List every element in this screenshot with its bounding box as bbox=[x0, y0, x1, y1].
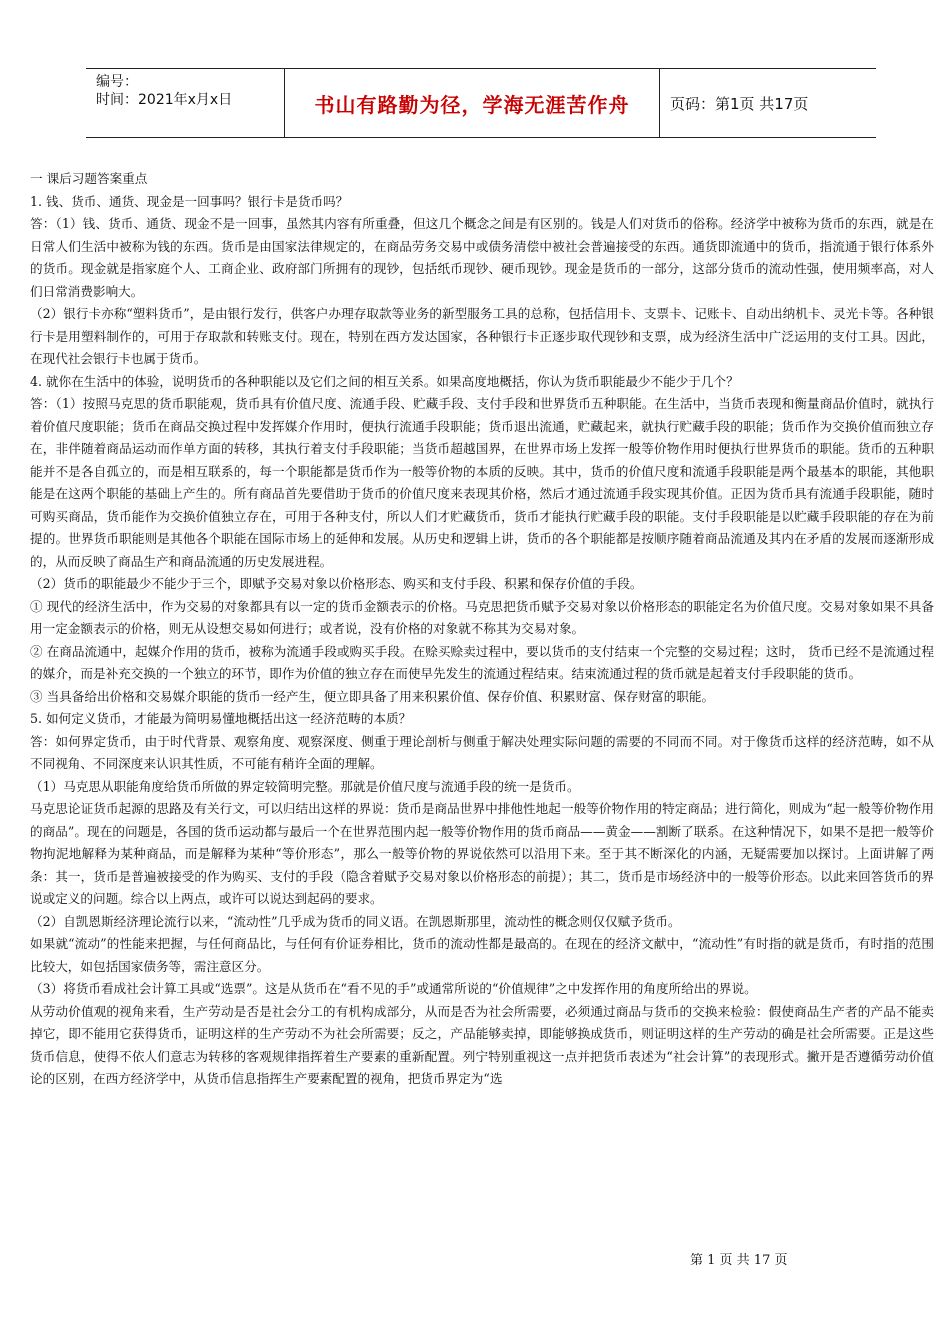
answer-5-part-1: （1）马克思从职能角度给货币所做的界定较简明完整。那就是价值尺度与流通手段的统一是货币。 bbox=[30, 778, 580, 794]
answer-5-part-2: （2）自凯恩斯经济理论流行以来，“流动性”几乎成为货币的同义语。在凯恩斯那里，流动性的概念则仅仅赋予货币。 bbox=[30, 913, 681, 929]
question-1: 1. 钱、货币、通货、现金是一回事吗？银行卡是货币吗？ bbox=[30, 193, 349, 209]
answer-1-part-1: 答：（1）钱、货币、通货、现金不是一回事，虽然其内容有所重叠，但这几个概念之间是有区别的。钱是人们对货币的俗称。经济学中被称为货币的东西，就是在日常人们生活中被称为钱的东西。货币是由国家法律规定的，在商品劳务交易中或债务清偿中被社会普遍接受的东西。通货即流通中的货币，指流通于银行体系外的货币。现金就是指家庭个人、工商企业、政府部门所拥有的现钞，包括纸币现钞、硬币现钞。现金是货币的一部分，这部分货币的流动性强，使用频率高，对人们日常消费影响大。 bbox=[30, 216, 934, 299]
answer-1-part-2: （2）银行卡亦称“塑料货币”，是由银行发行，供客户办理存取款等业务的新型服务工具的总称，包括信用卡、支票卡、记账卡、自动出纳机卡、灵光卡等。各种银行卡是用塑料制作的，可用于存取款和转账支付。现在，特别在西方发达国家，各种银行卡正逐步取代现钞和支票，成为经济生活中广泛运用的支付工具。因此，在现代社会银行卡也属于货币。 bbox=[30, 306, 934, 366]
section-title: 一 课后习题答案重点 bbox=[30, 171, 148, 186]
document-header bbox=[86, 68, 876, 138]
answer-5-part-2-detail: 如果就“流动”的性能来把握，与任何商品比，与任何有价证券相比，货币的流动性都是最高的。在现在的经济文献中，“流动性”有时指的就是货币，有时指的范围比较大，如包括国家债务等，需注意区分。 bbox=[30, 936, 934, 974]
document-body bbox=[30, 168, 934, 1091]
answer-4-point-3: ③ 当具备给出价格和交易媒介职能的货币一经产生，便立即具备了用来积累价值、保存价值、积累财富、保存财富的职能。 bbox=[30, 688, 715, 704]
answer-5-part-1-detail: 马克思论证货币起源的思路及有关行文，可以归结出这样的界说：货币是商品世界中排他性地起一般等价物作用的特定商品；进行简化，则成为“起一般等价物作用的商品”。现在的问题是，各国的货币运动都与最后一个在世界范围内起一般等价物作用的货币商品——黄金——割断了联系。在这种情况下，如果不是把一般等价物拘泥地解释为某种商品，而是解释为某种“等价形态”，那么一般等价物的界说依然可以沿用下来。至于其不断深化的内涵，无疑需要加以探讨。上面讲解了两条：其一，货币是普遍被接受的作为购买、支付的手段（隐含着赋予交易对象以价格形态的前提）；其二，货币是市场经济中的一般等价形态。以此来回答货币的界说或定义的问题。综合以上两点，或许可以说达到起码的要求。 bbox=[30, 801, 934, 906]
header-motto: 书山有路勤为径，学海无涯苦作舟 bbox=[285, 69, 660, 137]
page-number-label: 页码：第1页 共17页 bbox=[670, 94, 809, 113]
answer-4-part-1: 答：（1）按照马克思的货币职能观，货币具有价值尺度、流通手段、贮藏手段、支付手段和世界货币五种职能。在生活中，当货币表现和衡量商品价值时，就执行着价值尺度职能；货币在商品交换过程中发挥媒介作用时，便执行流通手段职能；货币退出流通，贮藏起来，就执行贮藏手段的职能；货币作为交换价值而独立存在，非伴随着商品运动而作单方面的转移，其执行着支付手段职能；当货币超越国界，在世界市场上发挥一般等价物作用时便执行世界货币的职能。货币的五种职能并不是各自孤立的，而是相互联系的，每一个职能都是货币作为一般等价物的本质的反映。其中，货币的价值尺度和流通手段职能是两个最基本的职能，其他职能是在这两个职能的基础上产生的。所有商品首先要借助于货币的价值尺度来表现其价格，然后才通过流通手段实现其价值。正因为货币具有流通手段职能，随时可购买商品，货币能作为交换价值独立存在，可用于各种支付，所以人们才贮藏货币，货币才能执行贮藏手段的职能。支付手段职能是以贮藏手段职能的存在为前提的。世界货币职能则是其他各个职能在国际市场上的延伸和发展。从历史和逻辑上讲，货币的各个职能都是按顺序随着商品流通及其内在矛盾的发展而逐渐形成的，从而反映了商品生产和商品流通的历史发展进程。 bbox=[30, 396, 934, 569]
answer-4-part-2: （2）货币的职能最少不能少于三个，即赋予交易对象以价格形态、购买和支付手段、积累和保存价值的手段。 bbox=[30, 576, 643, 591]
answer-5-part-3: （3）将货币看成社会计算工具或“选票”。这是从货币在“看不见的手”或通常所说的“价值规律”之中发挥作用的角度所给出的界说。 bbox=[30, 981, 757, 996]
answer-4-point-1: ① 现代的经济生活中，作为交易的对象都具有以一定的货币金额表示的价格。马克思把货币赋予交易对象以价格形态的职能定名为价值尺度。交易对象如果不具备用一定金额表示的价格，则无从设想交易如何进行；或者说，没有价格的对象就不称其为交易对象。 bbox=[30, 598, 934, 636]
header-meta bbox=[86, 69, 285, 137]
question-5: 5. 如何定义货币，才能最为简明易懂地概括出这一经济范畴的本质？ bbox=[30, 711, 412, 726]
page-footer: 第 1 页 共 17 页 bbox=[690, 1253, 788, 1268]
question-4: 4. 就你在生活中的体验，说明货币的各种职能以及它们之间的相互关系。如果高度地概括，你认为货币职能最少不能少于几个？ bbox=[30, 373, 739, 389]
time-label: 时间：2021年x月x日 bbox=[96, 92, 233, 108]
answer-4-point-2: ② 在商品流通中，起媒介作用的货币，被称为流通手段或购买手段。在赊买赊卖过程中，要以货币的支付结束一个完整的交易过程；这时， 货币已经不是流通过程的媒介，而是补充交换的一个独立的环节，即作为价值的独立存在而使早先发生的流通过程结束。结束流通过程的货币就是起着支付手段职能的货币。 bbox=[30, 643, 934, 681]
answer-5-intro: 答：如何界定货币，由于时代背景、观察角度、观察深度、侧重于理论剖析与侧重于解决处理实际问题的需要的不同而不同。对于像货币这样的经济范畴，如不从不同视角、不同深度来认识其性质，不可能有稍许全面的理解。 bbox=[30, 733, 934, 771]
answer-5-part-3-detail: 从劳动价值观的视角来看，生产劳动是否是社会分工的有机构成部分，从而是否为社会所需要，必须通过商品与货币的交换来检验：假使商品生产者的产品不能卖掉它，即不能用它获得货币，证明这样的生产劳动不为社会所需要；反之，产品能够卖掉，即能够换成货币，则证明这样的生产劳动的确是社会所需要。正是这些货币信息，使得不依人们意志为转移的客观规律指挥着生产要素的重新配置。列宁特别重视这一点并把货币表述为“社会计算”的表现形式。撇开是否遵循劳动价值论的区别，在西方经济学中，从货币信息指挥生产要素配置的视角，把货币界定为“选 bbox=[30, 1003, 934, 1086]
number-label: 编号： bbox=[96, 74, 138, 90]
